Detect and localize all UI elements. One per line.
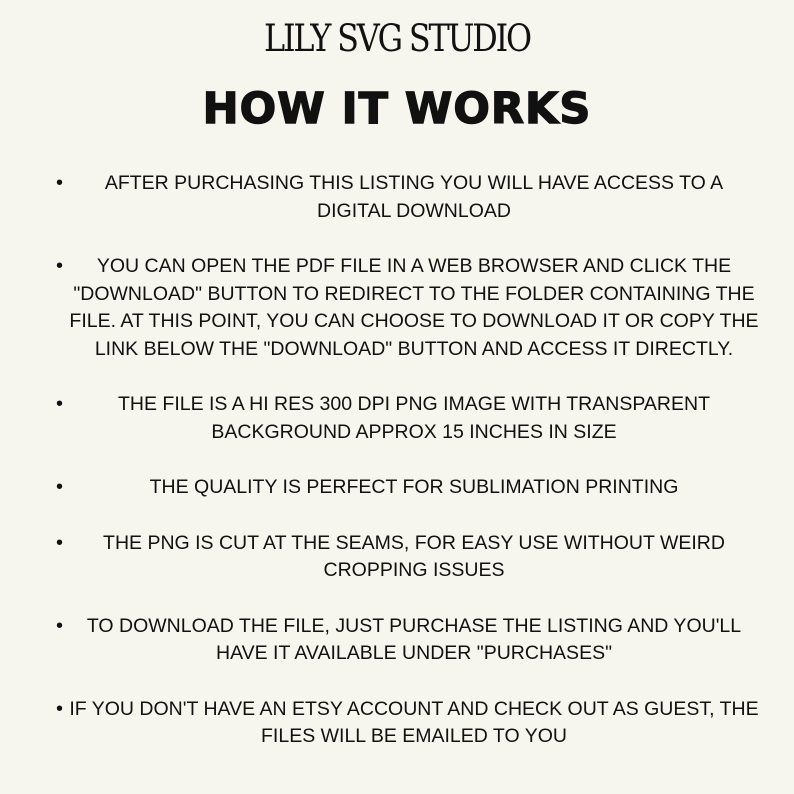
brand-logo: LILY SVG STUDIO — [263, 17, 530, 60]
list-item-text: THE PNG IS CUT AT THE SEAMS, FOR EASY USE WITHOUT WEIRD CROPPING ISSUES — [103, 531, 725, 581]
list-item — [0, 696, 794, 751]
list-item-text: TO DOWNLOAD THE FILE, JUST PURCHASE THE LISTING AND YOU'LL HAVE IT AVAILABLE UNDER "PURCHASES" — [86, 614, 742, 664]
list-item — [0, 170, 794, 225]
list-item-text: THE FILE IS A HI RES 300 DPI PNG IMAGE WITH TRANSPARENT BACKGROUND APPROX 15 INCHES IN SIZE — [118, 393, 710, 443]
list-item-text: AFTER PURCHASING THIS LISTING YOU WILL HAVE ACCESS TO A DIGITAL DOWNLOAD — [104, 172, 724, 222]
bullet-icon: • — [56, 476, 64, 498]
bullet-icon: • — [56, 393, 64, 415]
list-item-text: YOU CAN OPEN THE PDF FILE IN A WEB BROWSER AND CLICK THE "DOWNLOAD" BUTTON TO REDIRECT TO THE FOLDER CONTAINING THE FILE. AT THIS POINT, YOU CAN CHOOSE TO DOWNLOAD IT OR COPY THE LINK BELOW THE "DOWNLOAD" BUTTON AND ACCESS IT DIRECTLY. — [69, 255, 759, 360]
list-item — [0, 474, 794, 502]
instructions-list — [0, 170, 794, 779]
page-title: HOW IT WORKS — [202, 84, 592, 134]
bullet-icon: • — [56, 255, 64, 277]
bullet-icon: • — [56, 531, 64, 554]
list-item-text: IF YOU DON'T HAVE AN ETSY ACCOUNT AND CHECK OUT AS GUEST, THE FILES WILL BE EMAILED TO YOU — [69, 697, 759, 747]
list-item-text: THE QUALITY IS PERFECT FOR SUBLIMATION PRINTING — [149, 476, 679, 498]
bullet-icon: • — [56, 172, 64, 194]
bullet-icon: • — [56, 697, 64, 720]
list-item — [0, 613, 794, 668]
list-item — [0, 530, 794, 585]
bullet-icon: • — [56, 614, 64, 637]
list-item — [0, 391, 794, 446]
list-item — [0, 253, 794, 363]
